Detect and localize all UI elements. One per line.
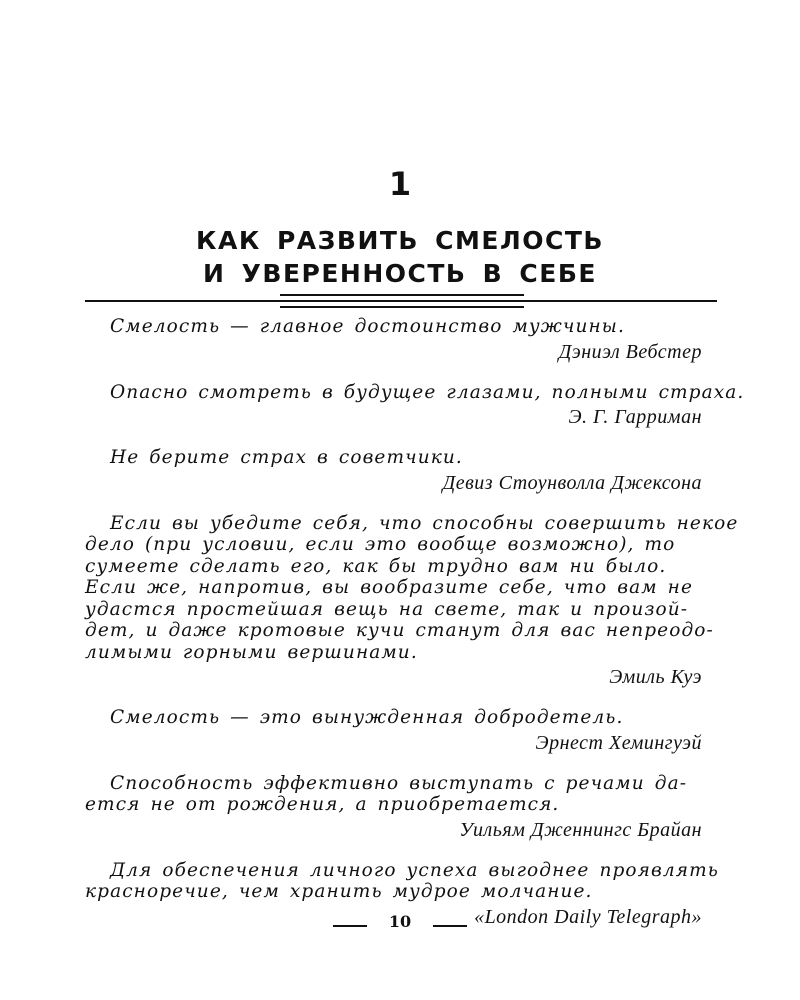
page-footer (0, 912, 800, 932)
quote-line: ется не от рождения, а приобретается. (85, 794, 560, 815)
quote-line: дет, и даже кротовые кучи станут для вас непреодо- (85, 620, 714, 641)
epigraph-quote (110, 381, 745, 404)
epigraph-author: Эрнест Хемингуэй (535, 731, 702, 754)
quote-line: лимыми горными вершинами. (85, 641, 418, 663)
title-divider-lower (280, 306, 524, 308)
quote-line: сумеете сделать его, как бы трудно вам ни было. (85, 555, 667, 577)
epigraphs-section (85, 316, 745, 947)
footer-dash-left (333, 925, 367, 927)
epigraph-author: Э. Г. Гарриман (568, 406, 702, 428)
chapter-title-line-2: И УВЕРЕННОСТЬ В СЕБЕ (202, 259, 597, 288)
title-divider-main (85, 300, 717, 302)
chapter-title-line-1: КАК РАЗВИТЬ СМЕЛОСТЬ (196, 226, 604, 255)
epigraph-quote (110, 707, 720, 729)
epigraph-quote (110, 316, 720, 338)
epigraph (110, 316, 720, 364)
chapter-title (0, 224, 800, 290)
epigraph-author: Эмиль Куэ (609, 666, 702, 688)
quote-line: удастся простейшая вещь на свете, так и произой- (85, 598, 689, 620)
epigraph-quote (85, 859, 720, 903)
footer-dash-right (433, 925, 467, 927)
quote-line: красноречие, чем хранить мудрое молчание. (85, 881, 593, 902)
quote-line: Смелость — это вынужденная добродетель. (110, 707, 624, 728)
epigraph (85, 772, 720, 842)
epigraph-author: Девиз Стоунволла Джексона (442, 471, 702, 494)
chapter-number: 1 (388, 165, 412, 203)
epigraph-author: Уильям Дженнингс Брайан (459, 818, 702, 841)
epigraph-quote (85, 512, 739, 664)
quote-line: Если вы убедите себя, что способны совершить некое (110, 512, 739, 534)
epigraph-quote (110, 447, 720, 469)
quote-line: Способность эффективно выступать с речами да- (110, 772, 688, 794)
epigraph-author: «London Daily Telegraph» (474, 905, 702, 928)
epigraph (110, 447, 720, 495)
epigraph (110, 381, 745, 430)
epigraph (110, 707, 720, 755)
page-number: 10 (388, 912, 412, 931)
quote-line: дело (при условии, если это вообще возможно), то (85, 534, 676, 555)
epigraph-author: Дэниэл Вебстер (558, 340, 702, 363)
title-divider-upper (280, 294, 524, 296)
quote-line: Если же, напротив, вы вообразите себе, что вам не (85, 577, 694, 598)
quote-line: Для обеспечения личного успеха выгоднее проявлять (110, 859, 719, 881)
quote-line: Не берите страх в советчики. (110, 447, 463, 468)
quote-line: Смелость — главное достоинство мужчины. (110, 316, 625, 337)
quote-line: Опасно смотреть в будущее глазами, полными страха. (110, 381, 745, 403)
epigraph-quote (85, 772, 720, 816)
epigraph (85, 512, 739, 690)
